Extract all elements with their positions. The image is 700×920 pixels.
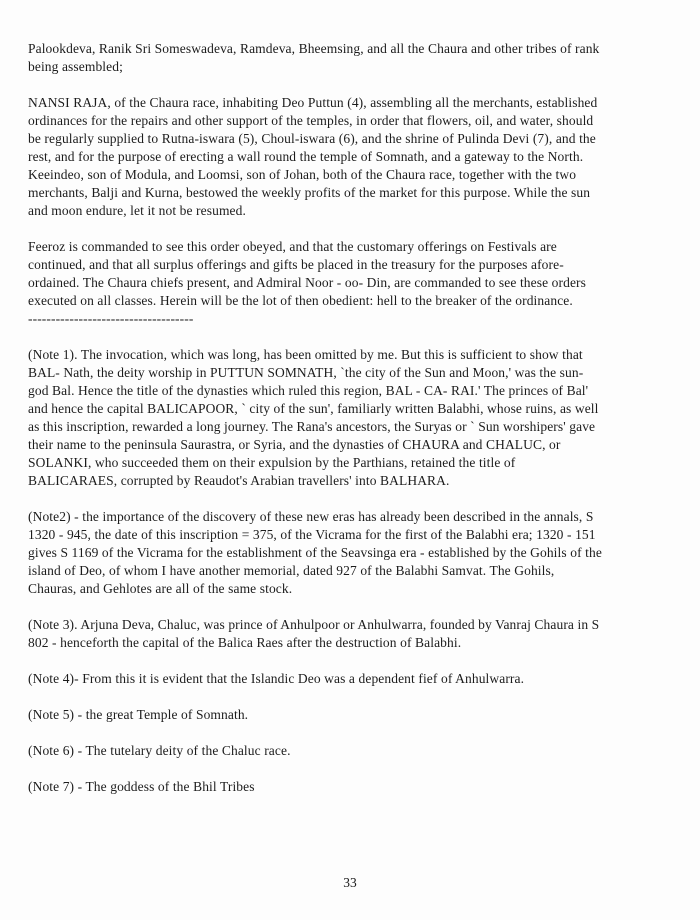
paragraph [28,508,672,598]
text-line: (Note 3). Arjuna Deva, Chaluc, was prince of Anhulpoor or Anhulwarra, founded by Vanraj Chaura in S [28,617,600,632]
text-line: and moon endure, let it not be resumed. [28,203,246,218]
text-line: (Note 1). The invocation, which was long, has been omitted by me. But this is sufficient to show that [28,347,583,362]
text-line: NANSI RAJA, of the Chaura race, inhabiting Deo Puttun (4), assembling all the merchants, established [28,95,598,110]
text-line: ordinances for the repairs and other support of the temples, in order that flowers, oil, and water, should [28,113,594,128]
text-line: BAL- Nath, the deity worship in PUTTUN SOMNATH, `the city of the Sun and Moon,' was the sun- [28,365,584,380]
text-line: continued, and that all surplus offerings and gifts be placed in the treasury for the purposes afore- [28,257,564,272]
paragraph [28,778,672,796]
text-line: (Note 7) - The goddess of the Bhil Tribes [28,779,255,794]
paragraph [28,706,672,724]
text-line: (Note 4)- From this it is evident that the Islandic Deo was a dependent fief of Anhulwarra. [28,671,525,686]
text-line: gives S 1169 of the Vicrama for the establishment of the Seavsinga era - established by the Gohils of the [28,545,602,560]
text-line: BALICARAES, corrupted by Reaudot's Arabian travellers' into BALHARA. [28,473,450,488]
paragraph [28,742,672,760]
text-line: (Note 5) - the great Temple of Somnath. [28,707,249,722]
text-line: god Bal. Hence the title of the dynasties which ruled this region, BAL - CA- RAI.' The princes of Bal' [28,383,589,398]
text-line: being assembled; [28,59,123,74]
text-line: Chauras, and Gehlotes are all of the same stock. [28,581,293,596]
text-line: and hence the capital BALICAPOOR, ` city of the sun', familiarly written Balabhi, whose ruins, as well [28,401,599,416]
paragraph [28,238,672,328]
text-line: be regularly supplied to Rutna-iswara (5), Choul-iswara (6), and the shrine of Pulinda Devi (7), and the [28,131,596,146]
text-line: Keeindeo, son of Modula, and Loomsi, son of Johan, both of the Chaura race, together with the two [28,167,577,182]
document-body [28,40,672,796]
text-line: SOLANKI, who succeeded them on their expulsion by the Parthians, retained the title of [28,455,516,470]
text-line: (Note2) - the importance of the discovery of these new eras has already been described in the annals, S [28,509,594,524]
text-line: executed on all classes. Herein will be the lot of then obedient: hell to the breaker of the ordinance. [28,293,573,308]
paragraph [28,616,672,652]
text-line: island of Deo, of whom I have another memorial, dated 927 of the Balabhi Samvat. The Gohils, [28,563,555,578]
text-line: 1320 - 945, the date of this inscription = 375, of the Vicrama for the first of the Balabhi era; 1320 - 151 [28,527,596,542]
text-line: ------------------------------------ [28,311,194,326]
text-line: Feeroz is commanded to see this order obeyed, and that the customary offerings on Festivals are [28,239,557,254]
paragraph [28,670,672,688]
text-line: Palookdeva, Ranik Sri Someswadeva, Ramdeva, Bheemsing, and all the Chaura and other tribes of rank [28,41,600,56]
text-line: ordained. The Chaura chiefs present, and Admiral Noor - oo- Din, are commanded to see these orders [28,275,586,290]
text-line: as this inscription, rewarded a long journey. The Rana's ancestors, the Suryas or ` Sun worshipers' gave [28,419,596,434]
page-number: 33 [343,875,357,890]
text-line: (Note 6) - The tutelary deity of the Chaluc race. [28,743,291,758]
text-line: merchants, Balji and Kurna, bestowed the weekly profits of the market for this purpose. While the sun [28,185,591,200]
paragraph [28,346,672,490]
text-line: 802 - henceforth the capital of the Balica Raes after the destruction of Balabhi. [28,635,462,650]
text-line: their name to the peninsula Saurastra, or Syria, and the dynasties of CHAURA and CHALUC, or [28,437,561,452]
paragraph [28,94,672,220]
text-line: rest, and for the purpose of erecting a wall round the temple of Somnath, and a gateway to the North. [28,149,584,164]
paragraph [28,40,672,76]
